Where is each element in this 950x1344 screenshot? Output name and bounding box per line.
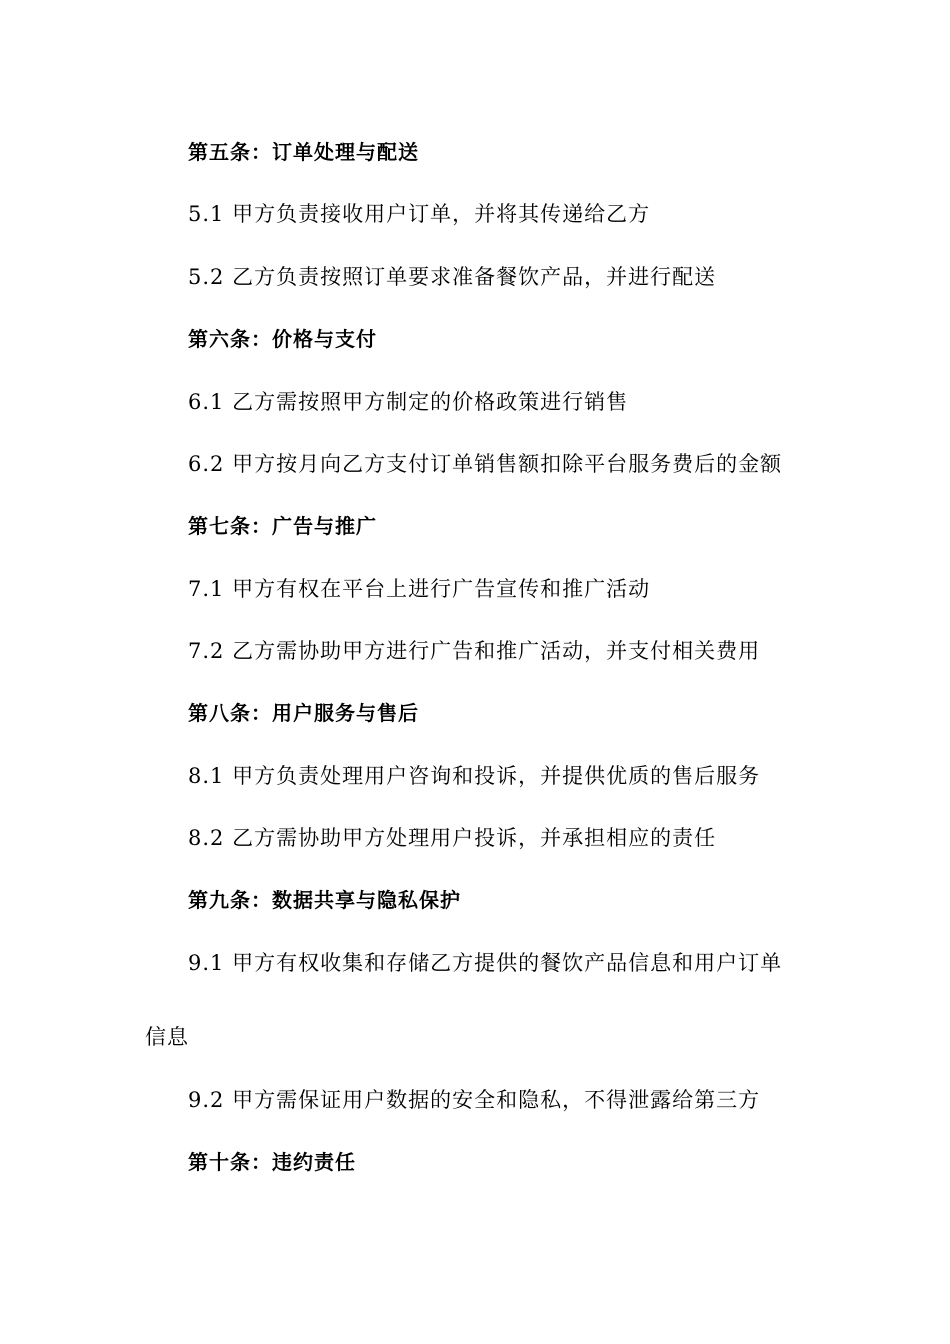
clause-6-1: 6.1 乙方需按照甲方制定的价格政策进行销售 [188,390,629,414]
clause-9-2: 9.2 甲方需保证用户数据的安全和隐私，不得泄露给第三方 [188,1088,761,1112]
clause-6-2: 6.2 甲方按月向乙方支付订单销售额扣除平台服务费后的金额 [188,452,783,476]
clause-7-2: 7.2 乙方需协助甲方进行广告和推广活动，并支付相关费用 [188,639,761,663]
clause-5-2: 5.2 乙方负责按照订单要求准备餐饮产品，并进行配送 [188,265,717,289]
clause-5-1: 5.1 甲方负责接收用户订单，并将其传递给乙方 [188,202,651,226]
section-heading-9: 第九条：数据共享与隐私保护 [188,888,461,912]
section-heading-6: 第六条：价格与支付 [188,327,377,351]
clause-8-1: 8.1 甲方负责处理用户咨询和投诉，并提供优质的售后服务 [188,764,761,788]
clause-7-1: 7.1 甲方有权在平台上进行广告宣传和推广活动 [188,577,651,601]
clause-9-1: 9.1 甲方有权收集和存储乙方提供的餐饮产品信息和用户订单 [188,951,783,975]
section-heading-8: 第八条：用户服务与售后 [188,701,419,725]
section-heading-7: 第七条：广告与推广 [188,514,377,538]
clause-8-2: 8.2 乙方需协助甲方处理用户投诉，并承担相应的责任 [188,826,717,850]
section-heading-10: 第十条：违约责任 [188,1150,356,1174]
section-heading-5: 第五条：订单处理与配送 [188,140,419,164]
clause-9-1-continuation: 信息 [145,1025,189,1049]
